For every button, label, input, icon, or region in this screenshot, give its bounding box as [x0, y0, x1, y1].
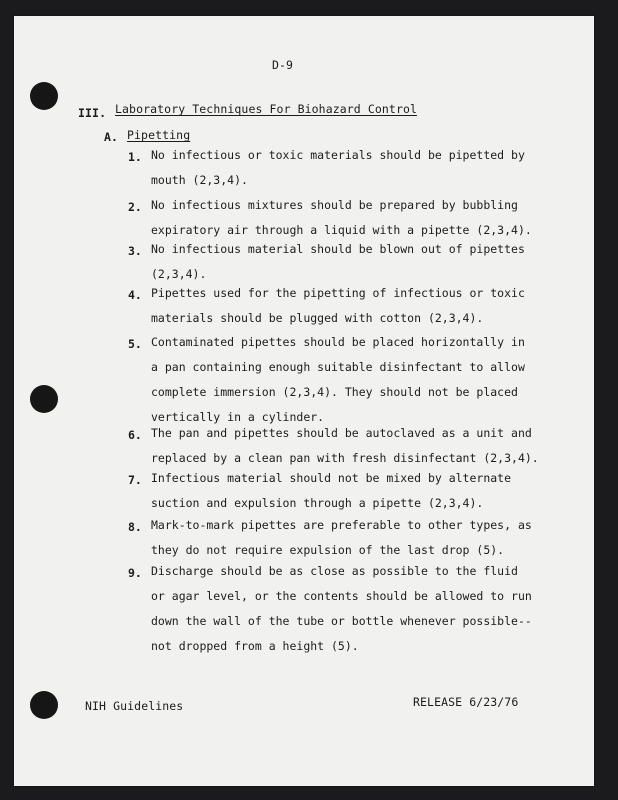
- list-item-line: Infectious material should not be mixed by alternate: [151, 471, 512, 485]
- list-item-line: Contaminated pipettes should be placed horizontally in: [151, 335, 525, 349]
- page-id: D-9: [272, 58, 294, 72]
- subsection-letter: A.: [104, 130, 119, 144]
- list-item-number: 1.: [128, 150, 142, 164]
- punch-hole-middle: [30, 385, 58, 413]
- list-item-line: a pan containing enough suitable disinfectant to allow: [151, 360, 525, 374]
- section-title: Laboratory Techniques For Biohazard Control: [115, 102, 418, 116]
- list-item-line: vertically in a cylinder.: [151, 410, 325, 424]
- footer-left: NIH Guidelines: [85, 699, 184, 713]
- punch-hole-bottom: [30, 691, 58, 719]
- list-item-line: Pipettes used for the pipetting of infectious or toxic: [151, 286, 525, 300]
- list-item-line: not dropped from a height (5).: [151, 639, 359, 653]
- list-item-line: they do not require expulsion of the last drop (5).: [151, 543, 505, 557]
- list-item-line: (2,3,4).: [151, 267, 207, 281]
- list-item-line: complete immersion (2,3,4). They should not be placed: [151, 385, 518, 399]
- list-item-number: 5.: [128, 337, 142, 351]
- section-number: III.: [78, 106, 107, 120]
- list-item-line: No infectious material should be blown out of pipettes: [151, 242, 525, 256]
- list-item-line: The pan and pipettes should be autoclaved as a unit and: [151, 426, 532, 440]
- list-item-number: 9.: [128, 566, 142, 580]
- list-item-line: Discharge should be as close as possible to the fluid: [151, 564, 518, 578]
- list-item-line: Mark-to-mark pipettes are preferable to other types, as: [151, 518, 532, 532]
- list-item-line: materials should be plugged with cotton (2,3,4).: [151, 311, 484, 325]
- list-item-line: or agar level, or the contents should be allowed to run: [151, 589, 532, 603]
- subsection-title: Pipetting: [127, 128, 191, 142]
- list-item-line: No infectious or toxic materials should be pipetted by: [151, 148, 525, 162]
- list-item-line: suction and expulsion through a pipette (2,3,4).: [151, 496, 484, 510]
- list-item-line: mouth (2,3,4).: [151, 173, 248, 187]
- list-item-number: 4.: [128, 288, 142, 302]
- list-item-line: No infectious mixtures should be prepared by bubbling: [151, 198, 518, 212]
- list-item-number: 8.: [128, 520, 142, 534]
- list-item-number: 7.: [128, 473, 142, 487]
- list-item-line: replaced by a clean pan with fresh disinfectant (2,3,4).: [151, 451, 539, 465]
- punch-hole-top: [30, 82, 58, 110]
- footer-right: RELEASE 6/23/76: [413, 695, 519, 709]
- list-item-number: 3.: [128, 244, 142, 258]
- document-page: [14, 16, 594, 786]
- list-item-line: expiratory air through a liquid with a pipette (2,3,4).: [151, 223, 532, 237]
- list-item-number: 6.: [128, 428, 142, 442]
- list-item-number: 2.: [128, 200, 142, 214]
- list-item-line: down the wall of the tube or bottle whenever possible--: [151, 614, 532, 628]
